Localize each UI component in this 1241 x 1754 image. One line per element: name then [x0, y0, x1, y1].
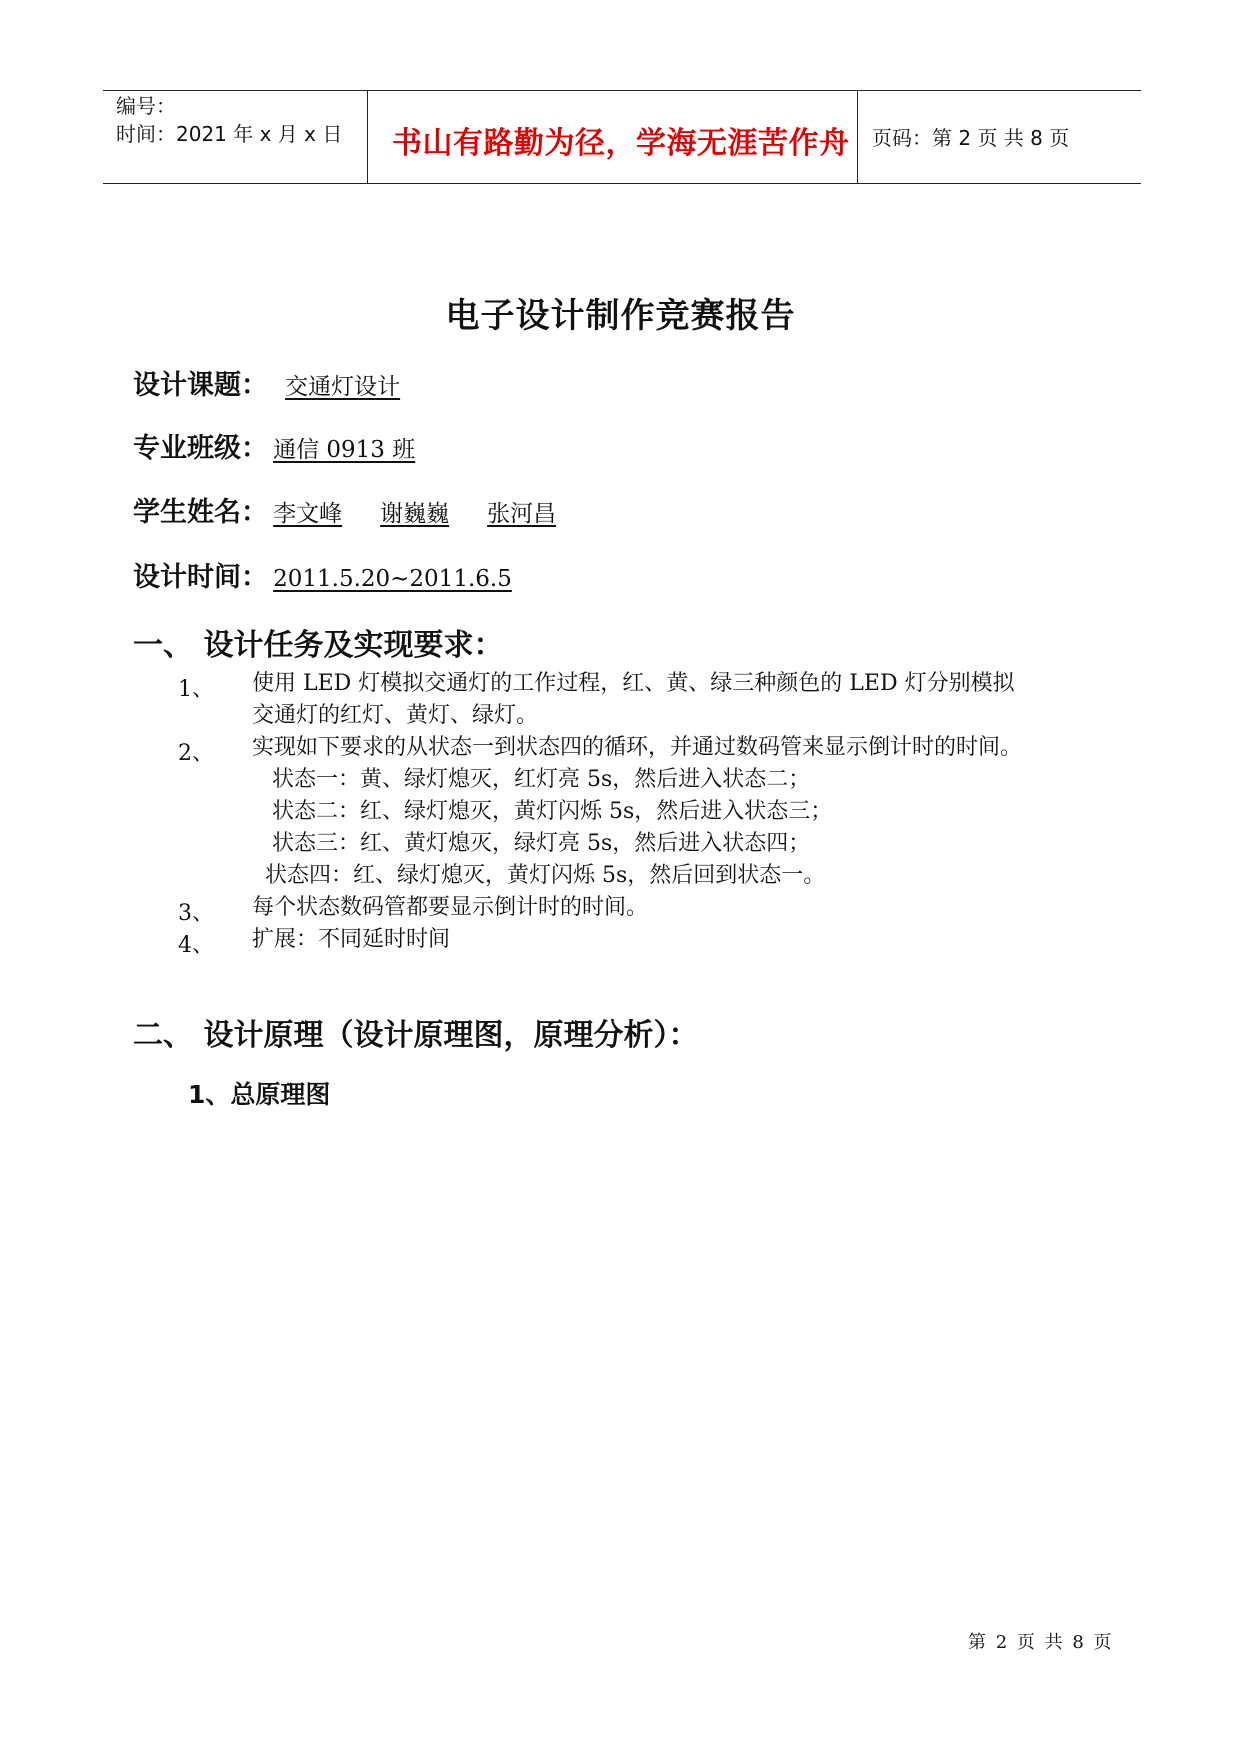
field-topic-label: 设计课题： — [133, 370, 268, 401]
field-students-value — [273, 501, 556, 527]
field-time — [133, 555, 512, 594]
page-footer: 第 2 页 共 8 页 — [968, 1632, 1114, 1653]
item-1-line-2: 交通灯的红灯、黄灯、绿灯。 — [252, 703, 539, 728]
header-divider-right — [857, 90, 858, 184]
state-1: 状态一：黄、绿灯熄灭，红灯亮 5s，然后进入状态二； — [272, 767, 811, 792]
field-class-label: 专业班级： — [133, 433, 268, 464]
header-number-label: 编号： — [116, 94, 176, 118]
state-2: 状态二：红、绿灯熄灭，黄灯闪烁 5s，然后进入状态三； — [272, 799, 833, 824]
item-1-number: 1、 — [178, 677, 214, 702]
item-3-number: 3、 — [178, 901, 214, 926]
item-1-line-1: 使用 LED 灯模拟交通灯的工作过程，红、黄、绿三种颜色的 LED 灯分别模拟 — [252, 671, 1015, 696]
student-name: 张河昌 — [487, 501, 557, 527]
field-topic-value: 交通灯设计 — [285, 374, 401, 400]
section-2-heading: 二、 设计原理（设计原理图，原理分析）： — [133, 1018, 699, 1053]
item-3-line-1: 每个状态数码管都要显示倒计时的时间。 — [252, 895, 649, 920]
field-topic — [133, 363, 400, 402]
header-bottom-rule — [103, 183, 1141, 184]
header-motto: 书山有路勤为径，学海无涯苦作舟 — [392, 126, 850, 161]
field-students-label: 学生姓名： — [133, 497, 268, 528]
student-name: 李文峰 — [273, 501, 343, 527]
header-page-label: 页码：第 2 页 共 8 页 — [872, 126, 1070, 150]
student-name: 谢巍巍 — [380, 501, 450, 527]
item-2-number: 2、 — [178, 741, 214, 766]
field-class-value: 通信 0913 班 — [273, 437, 416, 463]
field-class — [133, 426, 415, 465]
header-top-rule — [103, 90, 1141, 91]
header-time-label: 时间：2021 年 x 月 x 日 — [116, 122, 343, 146]
state-4: 状态四：红、绿灯熄灭，黄灯闪烁 5s，然后回到状态一。 — [265, 863, 826, 888]
report-title: 电子设计制作竞赛报告 — [445, 296, 796, 336]
item-4-line-1: 扩展：不同延时时间 — [252, 927, 451, 952]
state-3: 状态三：红、黄灯熄灭，绿灯亮 5s，然后进入状态四； — [272, 831, 811, 856]
field-students — [133, 490, 556, 529]
section-2-subheading: 1、总原理图 — [188, 1080, 331, 1109]
field-time-value: 2011.5.20~2011.6.5 — [273, 566, 512, 592]
item-2-line-1: 实现如下要求的从状态一到状态四的循环，并通过数码管来显示倒计时的时间。 — [252, 735, 1023, 760]
header-divider-left — [367, 90, 368, 184]
section-1-heading: 一、 设计任务及实现要求： — [133, 628, 504, 663]
field-time-label: 设计时间： — [133, 562, 268, 593]
item-4-number: 4、 — [178, 933, 214, 958]
